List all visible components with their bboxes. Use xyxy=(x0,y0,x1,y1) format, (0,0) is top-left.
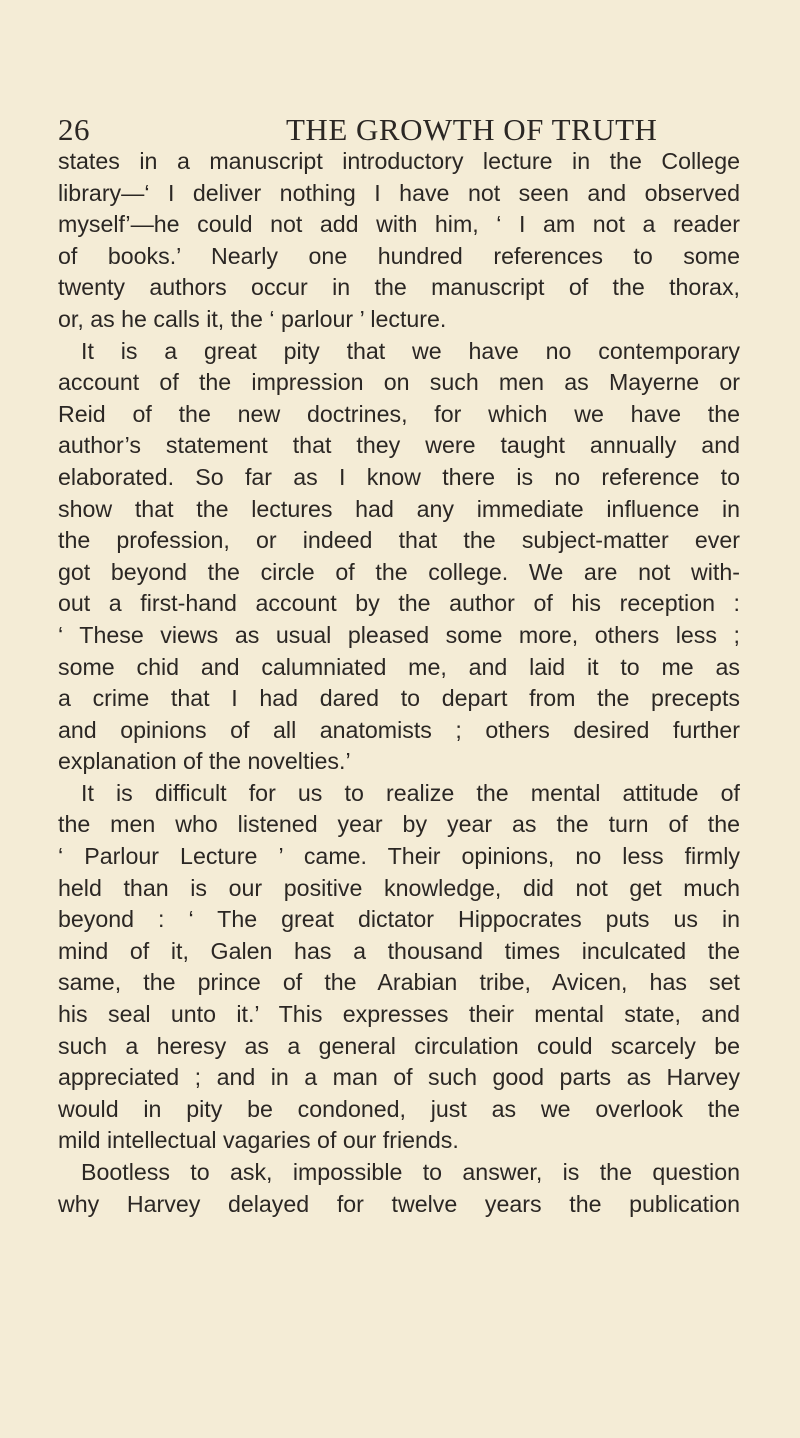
text-line: mild intellectual vagaries of our friends. xyxy=(58,1127,459,1154)
body-text xyxy=(58,146,740,1220)
text-line: the profession, or indeed that the subject-matter ever xyxy=(58,527,740,554)
text-line: elaborated. So far as I know there is no reference to xyxy=(58,463,740,490)
text-line: ‘ These views as usual pleased some more, others less ; xyxy=(58,621,740,648)
text-line: such a heresy as a general circulation could scarcely be xyxy=(58,1032,740,1059)
text-line: got beyond the circle of the college. We are not with- xyxy=(58,558,740,585)
page-number: 26 xyxy=(58,112,90,147)
text-line: explanation of the novelties.’ xyxy=(58,748,351,775)
text-line: out a first-hand account by the author of his reception : xyxy=(58,590,740,617)
text-line: author’s statement that they were taught annually and xyxy=(58,432,740,459)
text-line: library—‘ I deliver nothing I have not seen and observed xyxy=(58,179,740,206)
text-line: of books.’ Nearly one hundred references to some xyxy=(58,242,740,269)
text-line: Reid of the new doctrines, for which we have the xyxy=(58,400,740,427)
text-line: same, the prince of the Arabian tribe, Avicen, has set xyxy=(58,969,740,996)
text-line: Bootless to ask, impossible to answer, is the question xyxy=(81,1159,740,1185)
text-line: would in pity be condoned, just as we overlook the xyxy=(58,1095,740,1122)
text-line: why Harvey delayed for twelve years the publication xyxy=(58,1190,740,1217)
text-line: show that the lectures had any immediate influence in xyxy=(58,495,740,522)
text-line: mind of it, Galen has a thousand times inculcated the xyxy=(58,937,740,964)
text-line: twenty authors occur in the manuscript of the thorax, xyxy=(58,274,740,301)
text-line: It is difficult for us to realize the mental attitude of xyxy=(81,779,740,806)
text-line: beyond : ‘ The great dictator Hippocrates puts us in xyxy=(58,906,740,933)
text-line: a crime that I had dared to depart from the precepts xyxy=(58,685,740,712)
text-line: the men who listened year by year as the turn of the xyxy=(58,811,740,838)
text-line: held than is our positive knowledge, did not get much xyxy=(58,874,740,901)
text-line: ‘ Parlour Lecture ’ came. Their opinions, no less firmly xyxy=(58,843,740,870)
running-title: THE GROWTH OF TRUTH xyxy=(286,112,658,147)
text-line: or, as he calls it, the ‘ parlour ’ lecture. xyxy=(58,305,447,332)
running-head xyxy=(58,110,740,150)
text-line: his seal unto it.’ This expresses their mental state, and xyxy=(58,1001,740,1028)
text-line: account of the impression on such men as Mayerne or xyxy=(58,369,740,396)
text-line: It is a great pity that we have no contemporary xyxy=(81,337,740,364)
text-line: some chid and calumniated me, and laid it to me as xyxy=(58,653,740,680)
text-line: and opinions of all anatomists ; others desired further xyxy=(58,716,740,743)
text-line: states in a manuscript introductory lecture in the College xyxy=(58,148,740,174)
text-line: myself’—he could not add with him, ‘ I am not a reader xyxy=(58,211,740,238)
text-line: appreciated ; and in a man of such good parts as Harvey xyxy=(58,1064,740,1091)
